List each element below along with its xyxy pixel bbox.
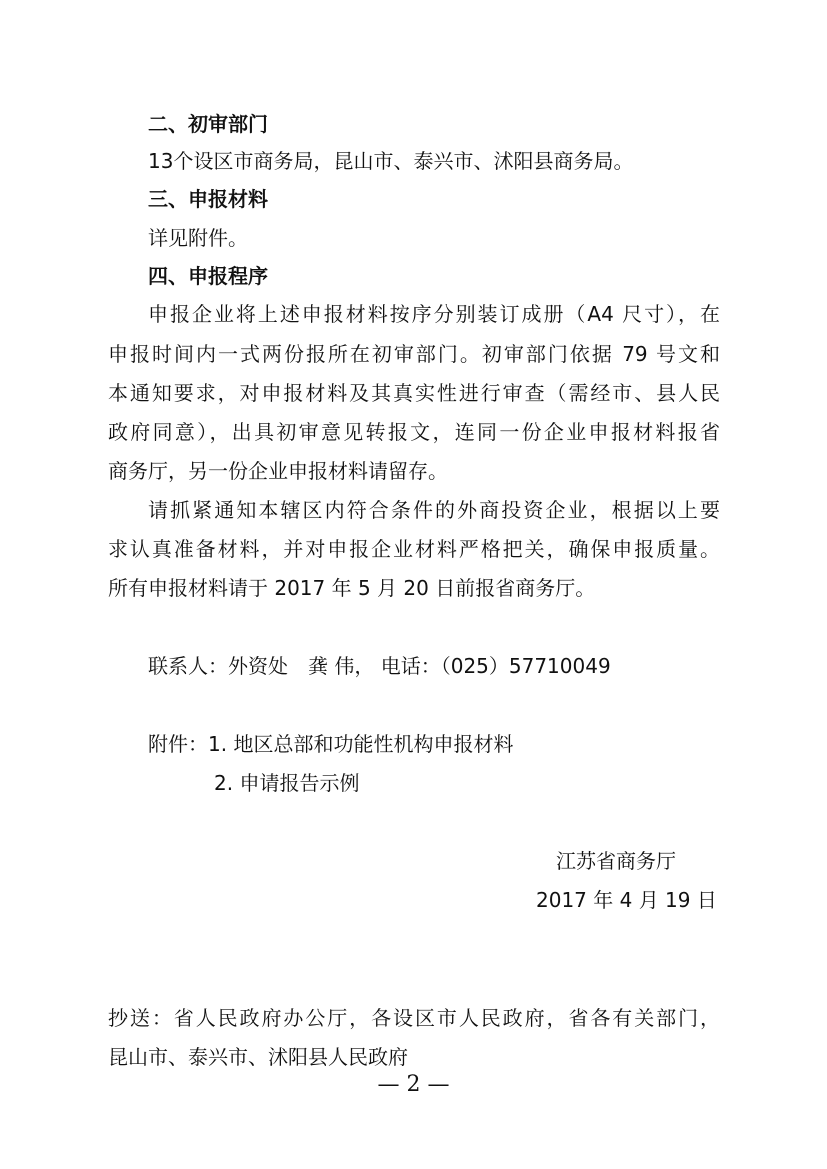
signature-date: 2017 年 4 月 19 日 <box>536 888 717 912</box>
procedure-paragraph-line: 申报企业将上述申报材料按序分别装订成册（A4 尺寸），在 <box>148 302 720 326</box>
page-number: — 2 — <box>377 1072 450 1097</box>
notice-paragraph-line: 求认真准备材料，并对申报企业材料严格把关，确保申报质量。 <box>108 537 720 561</box>
section-2-text: 13个设区市商务局，昆山市、泰兴市、沭阳县商务局。 <box>148 149 634 173</box>
procedure-paragraph-line: 本通知要求，对申报材料及其真实性进行审查（需经市、县人民 <box>108 381 720 405</box>
procedure-paragraph-line: 申报时间内一式两份报所在初审部门。初审部门依据 79 号文和 <box>108 342 720 366</box>
section-3-text: 详见附件。 <box>148 226 248 250</box>
contact-line: 联系人：外资处 龚 伟， 电话：（025）57710049 <box>148 654 611 678</box>
notice-paragraph-line: 所有申报材料请于 2017 年 5 月 20 日前报省商务厅。 <box>108 576 596 600</box>
cc-line-2: 昆山市、泰兴市、沭阳县人民政府 <box>108 1045 408 1069</box>
section-4-heading: 四、申报程序 <box>148 264 268 288</box>
section-2-heading: 二、初审部门 <box>148 112 268 136</box>
attachment-item-2: 2. 申请报告示例 <box>214 771 360 795</box>
notice-paragraph-line: 请抓紧通知本辖区内符合条件的外商投资企业，根据以上要 <box>148 498 720 522</box>
procedure-paragraph-line: 政府同意），出具初审意见转报文，连同一份企业申报材料报省 <box>108 420 720 444</box>
attachment-item-1: 附件：1. 地区总部和功能性机构申报材料 <box>148 732 514 756</box>
procedure-paragraph-line: 商务厅，另一份企业申报材料请留存。 <box>108 459 448 483</box>
signature-org: 江苏省商务厅 <box>556 849 676 873</box>
section-3-heading: 三、申报材料 <box>148 187 268 211</box>
cc-line-1: 抄送：省人民政府办公厅，各设区市人民政府，省各有关部门， <box>108 1006 720 1030</box>
